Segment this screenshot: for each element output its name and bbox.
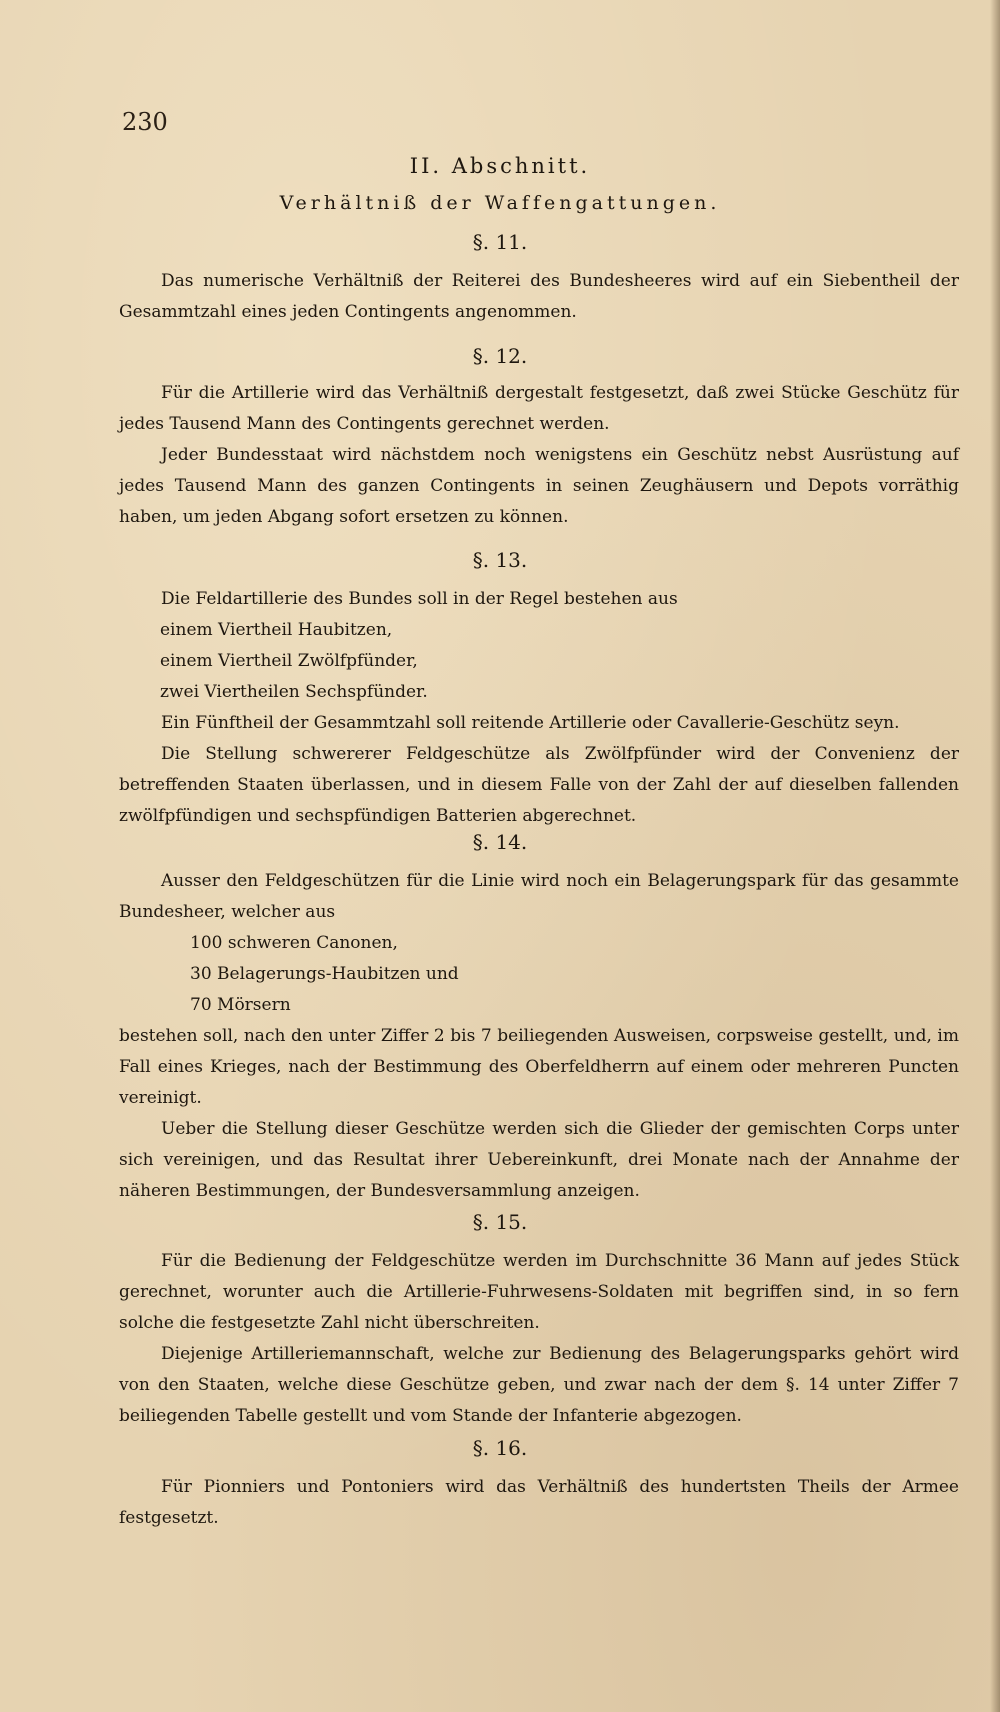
list-item: 70 Mörsern	[190, 995, 291, 1015]
list-13	[160, 615, 428, 708]
section-heading-13: §. 13.	[472, 548, 528, 572]
section-heading-14: §. 14.	[472, 830, 528, 854]
paragraph-12-1: Für die Artillerie wird das Verhältniß dergestalt festgesetzt, daß zwei Stücke Geschütz für jedes Tausend Mann des Contingents gerechnet werden.	[119, 383, 959, 434]
paragraph-13-2: Die Stellung schwererer Feldgeschütze als Zwölfpfünder wird der Convenienz der betreffenden Staaten überlassen, und in diesem Falle von der Zahl der auf dieselben fallenden zwölfpfündigen und sechspfündigen Batterien abgerechnet.	[119, 744, 959, 826]
paragraph-13-intro: Die Feldartillerie des Bundes soll in der Regel bestehen aus	[161, 589, 678, 609]
page-number: 230	[122, 108, 168, 136]
list-item: zwei Viertheilen Sechspfünder.	[160, 682, 428, 702]
list-14	[190, 928, 459, 1021]
list-item: einem Viertheil Zwölfpfünder,	[160, 651, 418, 671]
list-item: 100 schweren Canonen,	[190, 933, 398, 953]
chapter-heading: II. Abschnitt.	[409, 154, 591, 178]
paragraph-14-1: bestehen soll, nach den unter Ziffer 2 bis 7 beiliegenden Ausweisen, corpsweise gestellt, und, im Fall eines Krieges, nach der Bestimmung des Oberfeldherrn auf einem oder mehreren Puncten vereinigt.	[119, 1026, 959, 1108]
paragraph-13-1: Ein Fünftheil der Gesammtzahl soll reitende Artillerie oder Cavallerie-Geschütz seyn.	[161, 713, 900, 733]
chapter-subtitle: Verhältniß der Waffengattungen.	[279, 192, 721, 214]
section-heading-12: §. 12.	[472, 344, 528, 368]
paragraph-16-1: Für Pionniers und Pontoniers wird das Verhältniß des hundertsten Theils der Armee festgesetzt.	[119, 1477, 959, 1528]
paragraph-15-2: Diejenige Artilleriemannschaft, welche zur Bedienung des Belagerungsparks gehört wird von den Staaten, welche diese Geschütze geben, und zwar nach der dem §. 14 unter Ziffer 7 beiliegenden Tabelle gestellt und vom Stande der Infanterie abgezogen.	[119, 1344, 959, 1426]
paragraph-15-1: Für die Bedienung der Feldgeschütze werden im Durchschnitte 36 Mann auf jedes Stück gerechnet, worunter auch die Artillerie-Fuhrwesens-Soldaten mit begriffen sind, in so fern solche die festgesetzte Zahl nicht überschreiten.	[119, 1251, 959, 1333]
section-heading-15: §. 15.	[472, 1210, 528, 1234]
list-item: 30 Belagerungs-Haubitzen und	[190, 964, 459, 984]
paragraph-14-2: Ueber die Stellung dieser Geschütze werden sich die Glieder der gemischten Corps unter sich vereinigen, und das Resultat ihrer Uebereinkunft, drei Monate nach der Annahme der näheren Bestimmungen, der Bundesversammlung anzeigen.	[119, 1119, 959, 1201]
paragraph-14-intro: Ausser den Feldgeschützen für die Linie wird noch ein Belagerungspark für das gesammte Bundesheer, welcher aus	[119, 871, 959, 922]
list-item: einem Viertheil Haubitzen,	[160, 620, 393, 640]
section-heading-11: §. 11.	[472, 230, 528, 254]
section-heading-16: §. 16.	[472, 1436, 528, 1460]
paragraph-11-1: Das numerische Verhältniß der Reiterei des Bundesheeres wird auf ein Siebentheil der Gesammtzahl eines jeden Contingents angenommen.	[119, 271, 959, 322]
paragraph-12-2: Jeder Bundesstaat wird nächstdem noch wenigstens ein Geschütz nebst Ausrüstung auf jedes Tausend Mann des ganzen Contingents in seinen Zeughäusern und Depots vorräthig haben, um jeden Abgang sofort ersetzen zu können.	[119, 445, 959, 527]
